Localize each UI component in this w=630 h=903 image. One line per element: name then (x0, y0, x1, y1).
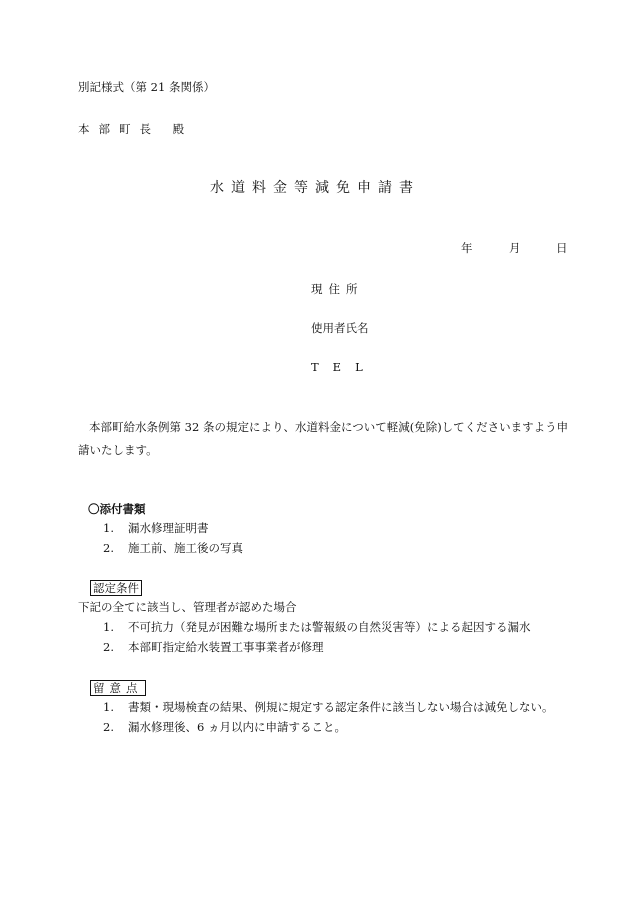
condition-item (103, 641, 324, 655)
condition-item (103, 621, 531, 635)
conditions-label (90, 581, 142, 596)
applicant-tel-label: TEL (311, 360, 377, 374)
note-item (103, 701, 554, 715)
item-number: 1. (103, 700, 114, 714)
applicant-name-label: 使用者氏名 (311, 321, 369, 335)
attachment-item (103, 522, 209, 536)
application-body-text: 本部町給水条例第 32 条の規定により、水道料金について軽減(免除)してくださいますよう申請いたします。 (78, 420, 569, 457)
item-number: 1. (103, 521, 114, 535)
item-text: 漏水修理証明書 (128, 521, 209, 535)
item-number: 1. (103, 620, 114, 634)
item-text: 本部町指定給水装置工事事業者が修理 (128, 640, 324, 654)
conditions-label-box: 認定条件 (90, 580, 142, 596)
conditions-lead: 下記の全てに該当し、管理者が認めた場合 (78, 600, 297, 614)
attachment-item (103, 542, 243, 556)
item-number: 2. (103, 640, 114, 654)
attachments-heading: 〇添付書類 (88, 502, 146, 516)
note-item (103, 721, 346, 735)
item-text: 施工前、施工後の写真 (128, 541, 243, 555)
notes-label (90, 681, 146, 696)
item-number: 2. (103, 720, 114, 734)
notes-label-box: 留意点 (90, 680, 146, 696)
item-text: 漏水修理後、6 ヵ月以内に申請すること。 (128, 720, 346, 734)
item-number: 2. (103, 541, 114, 555)
date-day-label: 日 (556, 241, 568, 255)
document-title: 水道料金等減免申請書 (210, 180, 420, 196)
item-text: 不可抗力（発見が困難な場所または警報級の自然災害等）による起因する漏水 (128, 620, 531, 634)
form-label: 別記様式（第 21 条関係） (78, 80, 215, 94)
applicant-address-label: 現住所 (311, 282, 364, 296)
addressee: 本部町長 殿 (78, 122, 194, 136)
date-year-label: 年 (461, 241, 473, 255)
date-month-label: 月 (509, 241, 521, 255)
item-text: 書類・現場検査の結果、例規に規定する認定条件に該当しない場合は減免しない。 (128, 700, 554, 714)
